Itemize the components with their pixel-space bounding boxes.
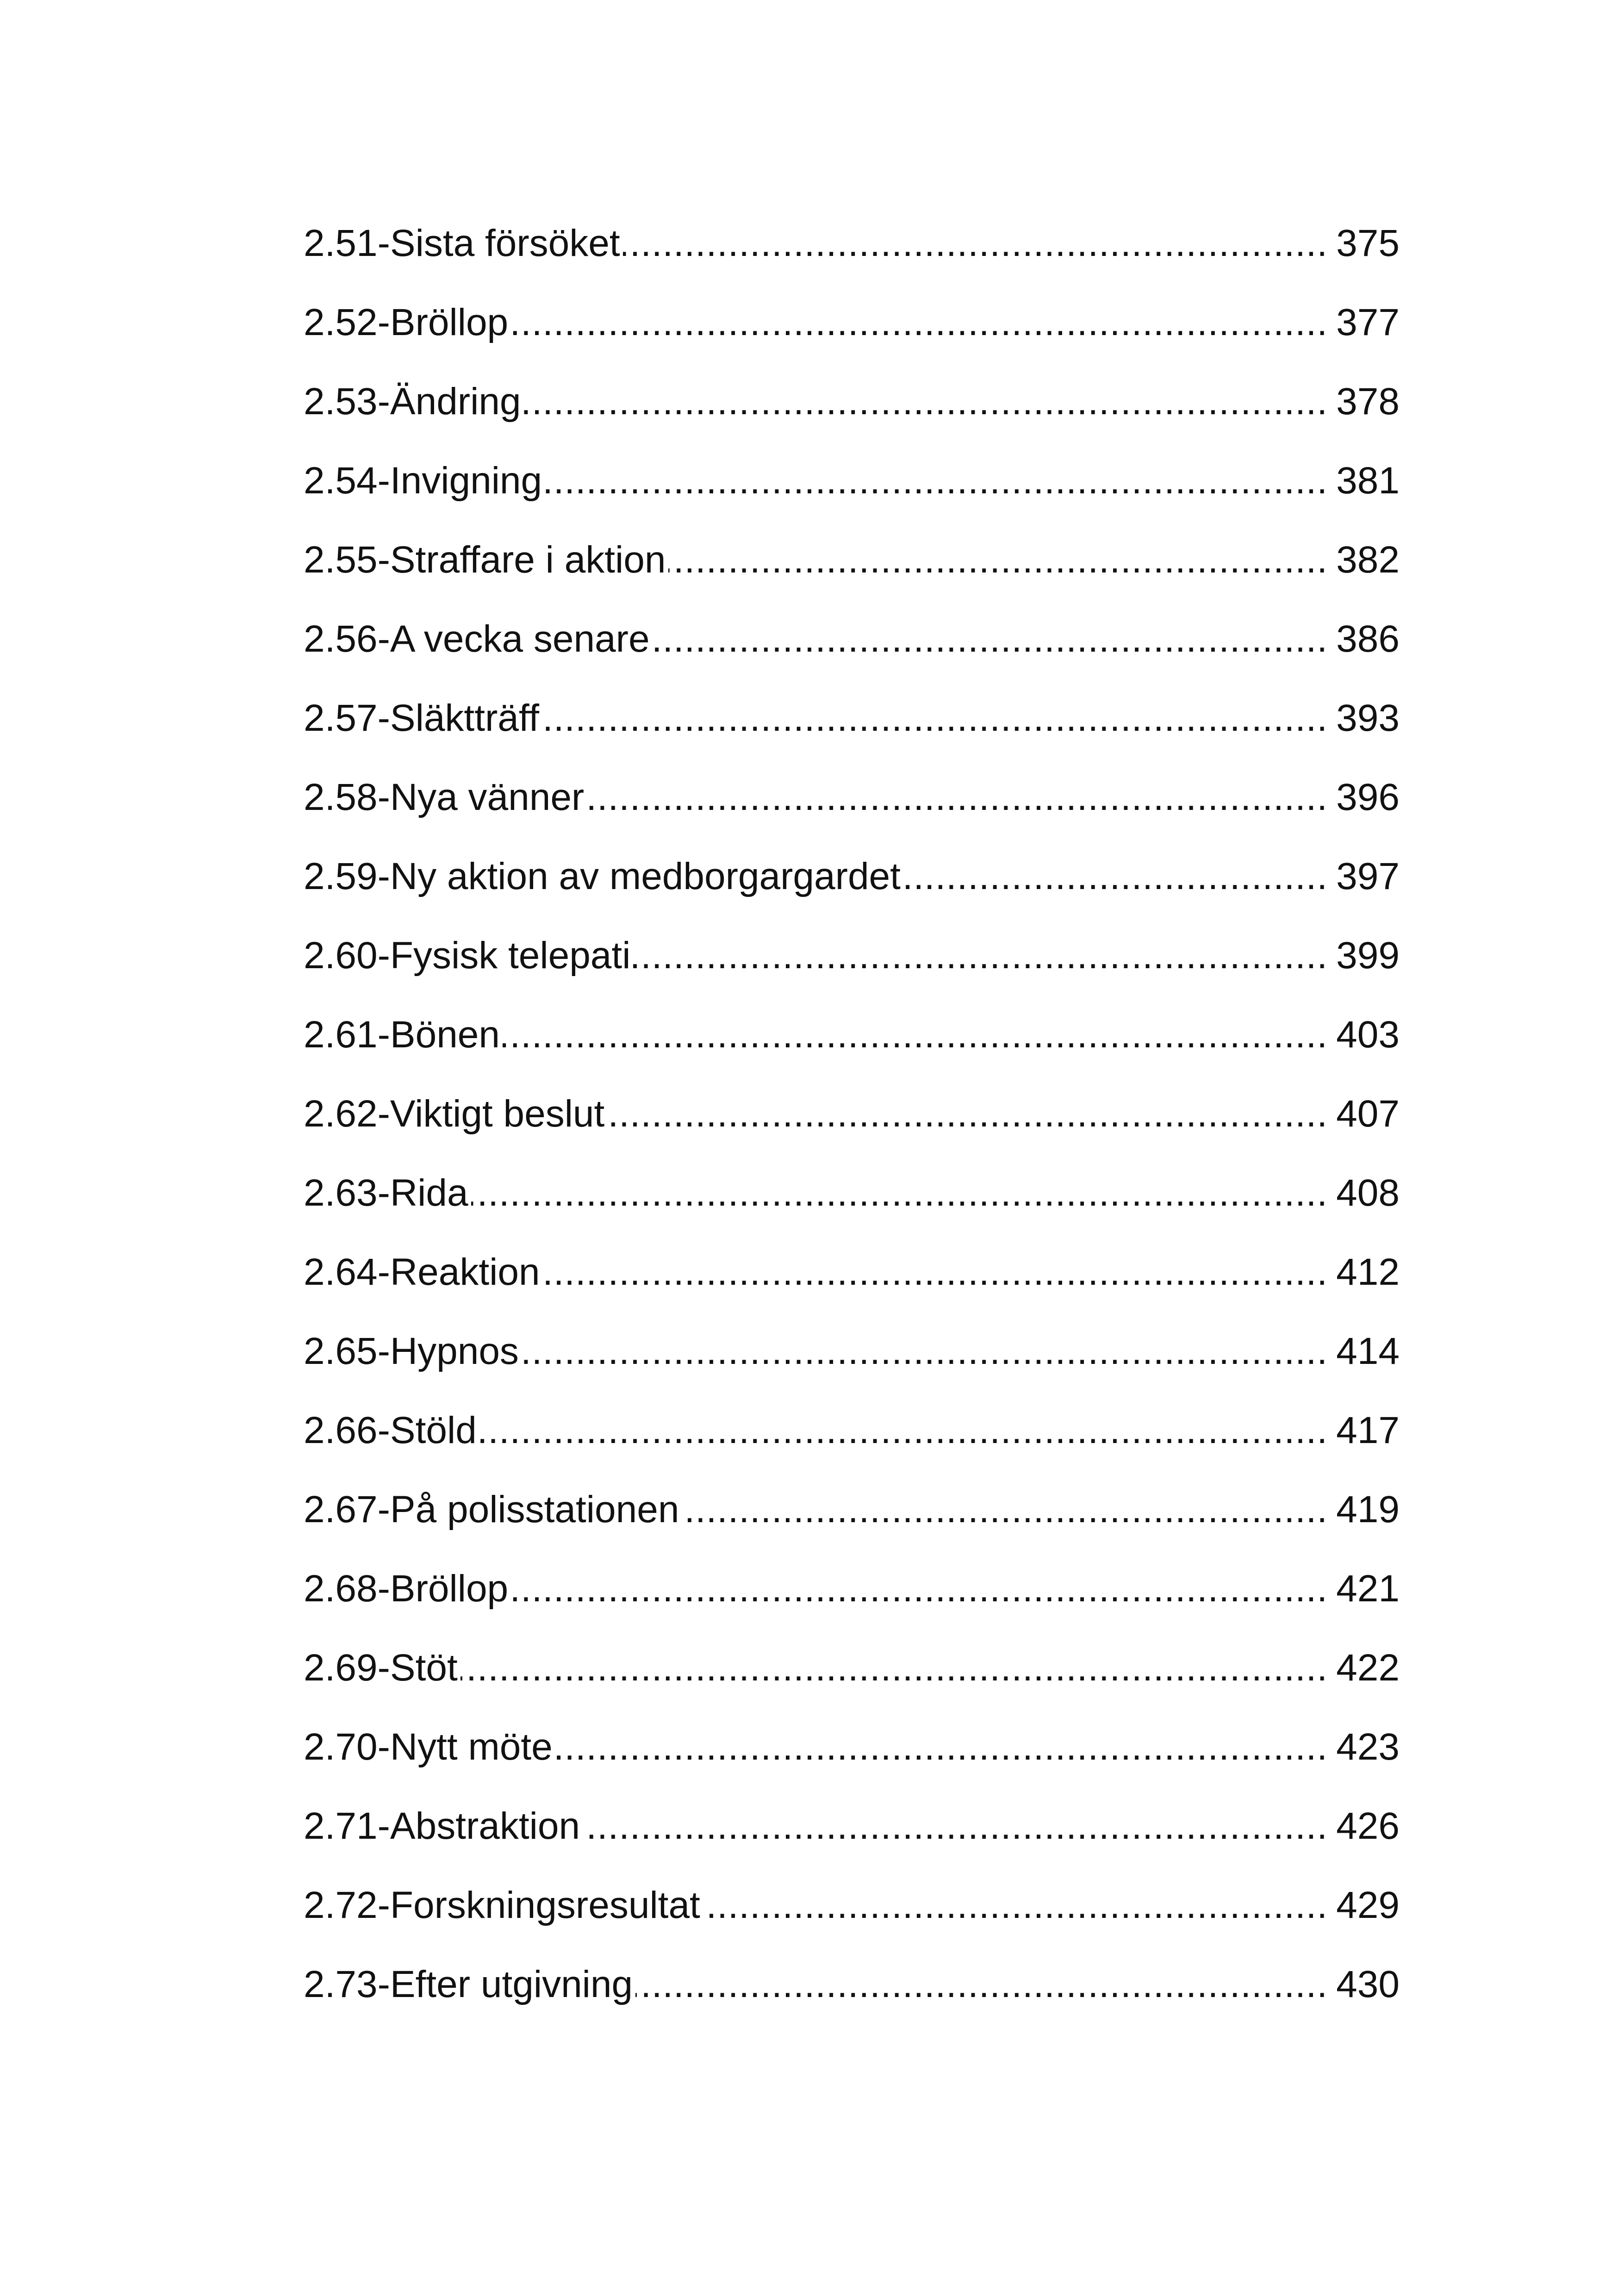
- toc-entry[interactable]: [304, 520, 1400, 599]
- dot-leader: [524, 383, 1326, 421]
- toc-entry-title: 2.55-Straffare i aktion: [304, 538, 666, 581]
- toc-entry-page-number: 426: [1336, 1804, 1400, 1847]
- dot-leader: [522, 1332, 1326, 1370]
- dot-leader: [682, 1491, 1326, 1529]
- toc-entry[interactable]: [304, 1232, 1400, 1312]
- toc-entry[interactable]: [304, 1549, 1400, 1628]
- dot-leader: [668, 541, 1326, 579]
- toc-entry-title: 2.69-Stöt: [304, 1646, 458, 1689]
- toc-entry[interactable]: [304, 995, 1400, 1074]
- toc-entry-page-number: 377: [1336, 301, 1400, 343]
- toc-entry-page-number: 412: [1336, 1251, 1400, 1293]
- toc-entry[interactable]: [304, 1707, 1400, 1786]
- toc-entry-title: 2.54-Invigning: [304, 459, 542, 502]
- toc-entry[interactable]: [304, 1786, 1400, 1866]
- toc-entry[interactable]: [304, 441, 1400, 520]
- toc-entry-page-number: 430: [1336, 1963, 1400, 2005]
- toc-entry[interactable]: [304, 916, 1400, 995]
- toc-entry-title: 2.61-Bönen: [304, 1013, 500, 1056]
- toc-entry-title: 2.53-Ändring: [304, 380, 521, 423]
- toc-entry[interactable]: [304, 599, 1400, 678]
- toc-entry-title: 2.51-Sista försöket: [304, 222, 620, 264]
- toc-entry-page-number: 381: [1336, 459, 1400, 502]
- dot-leader: [503, 1016, 1326, 1054]
- toc-entry-page-number: 407: [1336, 1092, 1400, 1135]
- toc-entry-title: 2.59-Ny aktion av medborgargardet: [304, 855, 901, 897]
- toc-entry-page-number: 386: [1336, 617, 1400, 660]
- toc-entry-title: 2.67-På polisstationen: [304, 1488, 679, 1531]
- dot-leader: [623, 224, 1326, 262]
- toc-entry[interactable]: [304, 1391, 1400, 1470]
- dot-leader: [587, 778, 1326, 816]
- table-of-contents: [304, 204, 1400, 2024]
- dot-leader: [653, 620, 1326, 658]
- toc-entry[interactable]: [304, 1945, 1400, 2024]
- toc-entry-title: 2.73-Efter utgivning: [304, 1963, 633, 2005]
- dot-leader: [543, 1253, 1326, 1291]
- toc-entry-page-number: 396: [1336, 776, 1400, 818]
- dot-leader: [511, 304, 1326, 342]
- dot-leader: [583, 1807, 1326, 1845]
- toc-entry[interactable]: [304, 837, 1400, 916]
- toc-entry-page-number: 403: [1336, 1013, 1400, 1056]
- toc-entry[interactable]: [304, 1074, 1400, 1153]
- dot-leader: [633, 937, 1326, 975]
- toc-entry-title: 2.60-Fysisk telepati: [304, 934, 631, 977]
- dot-leader: [479, 1412, 1326, 1450]
- toc-entry-title: 2.56-A vecka senare: [304, 617, 650, 660]
- toc-entry-page-number: 382: [1336, 538, 1400, 581]
- dot-leader: [542, 699, 1326, 737]
- toc-entry-title: 2.70-Nytt möte: [304, 1725, 553, 1768]
- toc-entry-title: 2.68-Bröllop: [304, 1567, 509, 1610]
- toc-entry-title: 2.65-Hypnos: [304, 1330, 519, 1372]
- toc-entry[interactable]: [304, 758, 1400, 837]
- toc-entry[interactable]: [304, 1866, 1400, 1945]
- toc-entry[interactable]: [304, 283, 1400, 362]
- toc-entry[interactable]: [304, 362, 1400, 441]
- toc-entry-page-number: 397: [1336, 855, 1400, 897]
- toc-entry-page-number: 419: [1336, 1488, 1400, 1531]
- toc-entry-title: 2.62-Viktigt beslut: [304, 1092, 605, 1135]
- toc-entry[interactable]: [304, 204, 1400, 283]
- dot-leader: [511, 1570, 1326, 1608]
- toc-entry-title: 2.71-Abstraktion: [304, 1804, 580, 1847]
- toc-entry-title: 2.52-Bröllop: [304, 301, 509, 343]
- toc-entry-page-number: 393: [1336, 697, 1400, 739]
- toc-entry-title: 2.63-Rida: [304, 1171, 468, 1214]
- toc-entry-page-number: 378: [1336, 380, 1400, 423]
- toc-entry-page-number: 422: [1336, 1646, 1400, 1689]
- toc-entry[interactable]: [304, 1470, 1400, 1549]
- toc-entry-title: 2.64-Reaktion: [304, 1251, 540, 1293]
- toc-entry[interactable]: [304, 1153, 1400, 1232]
- toc-entry-page-number: 414: [1336, 1330, 1400, 1372]
- toc-entry-page-number: 417: [1336, 1409, 1400, 1451]
- dot-leader: [545, 462, 1326, 500]
- toc-entry[interactable]: [304, 1628, 1400, 1707]
- dot-leader: [903, 858, 1326, 896]
- toc-entry-page-number: 399: [1336, 934, 1400, 977]
- toc-entry-page-number: 421: [1336, 1567, 1400, 1610]
- toc-entry-title: 2.57-Släktträff: [304, 697, 539, 739]
- toc-entry-page-number: 423: [1336, 1725, 1400, 1768]
- toc-entry-title: 2.66-Stöld: [304, 1409, 477, 1451]
- toc-entry-page-number: 429: [1336, 1884, 1400, 1926]
- toc-entry-page-number: 408: [1336, 1171, 1400, 1214]
- dot-leader: [555, 1728, 1326, 1766]
- dot-leader: [471, 1174, 1326, 1212]
- dot-leader: [461, 1649, 1326, 1687]
- toc-entry[interactable]: [304, 1312, 1400, 1391]
- toc-entry-title: 2.72-Forskningsresultat: [304, 1884, 700, 1926]
- toc-entry-page-number: 375: [1336, 222, 1400, 264]
- dot-leader: [703, 1886, 1326, 1924]
- dot-leader: [607, 1095, 1326, 1133]
- toc-entry[interactable]: [304, 678, 1400, 758]
- dot-leader: [635, 1966, 1326, 2004]
- toc-entry-title: 2.58-Nya vänner: [304, 776, 585, 818]
